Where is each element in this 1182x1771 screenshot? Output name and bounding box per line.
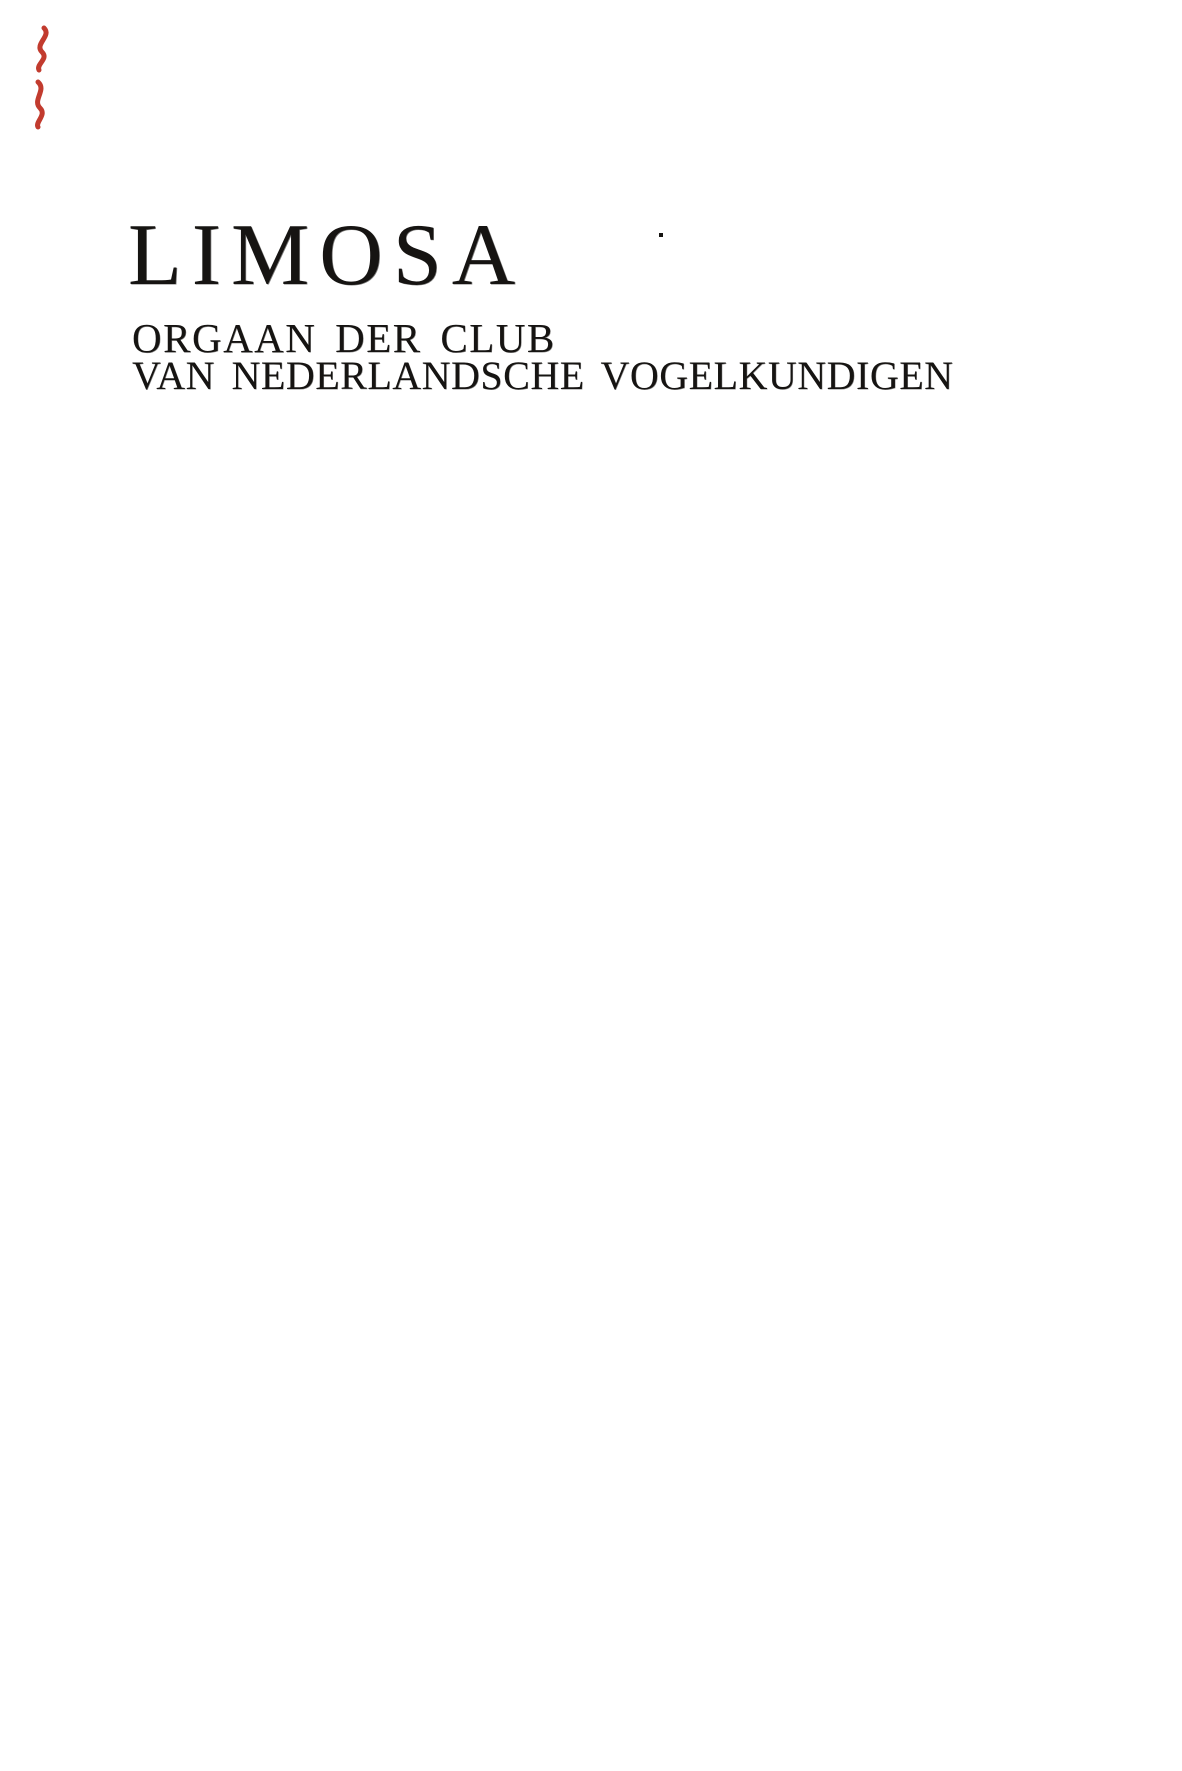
ink-speck-dot <box>659 233 663 237</box>
red-pen-mark-icon <box>22 20 70 132</box>
journal-subtitle-line-2: VAN NEDERLANDSCHE VOGELKUNDIGEN <box>132 353 954 398</box>
journal-subtitle-line-1: ORGAAN DER CLUB <box>132 315 556 361</box>
journal-title: LIMOSA <box>128 207 526 304</box>
